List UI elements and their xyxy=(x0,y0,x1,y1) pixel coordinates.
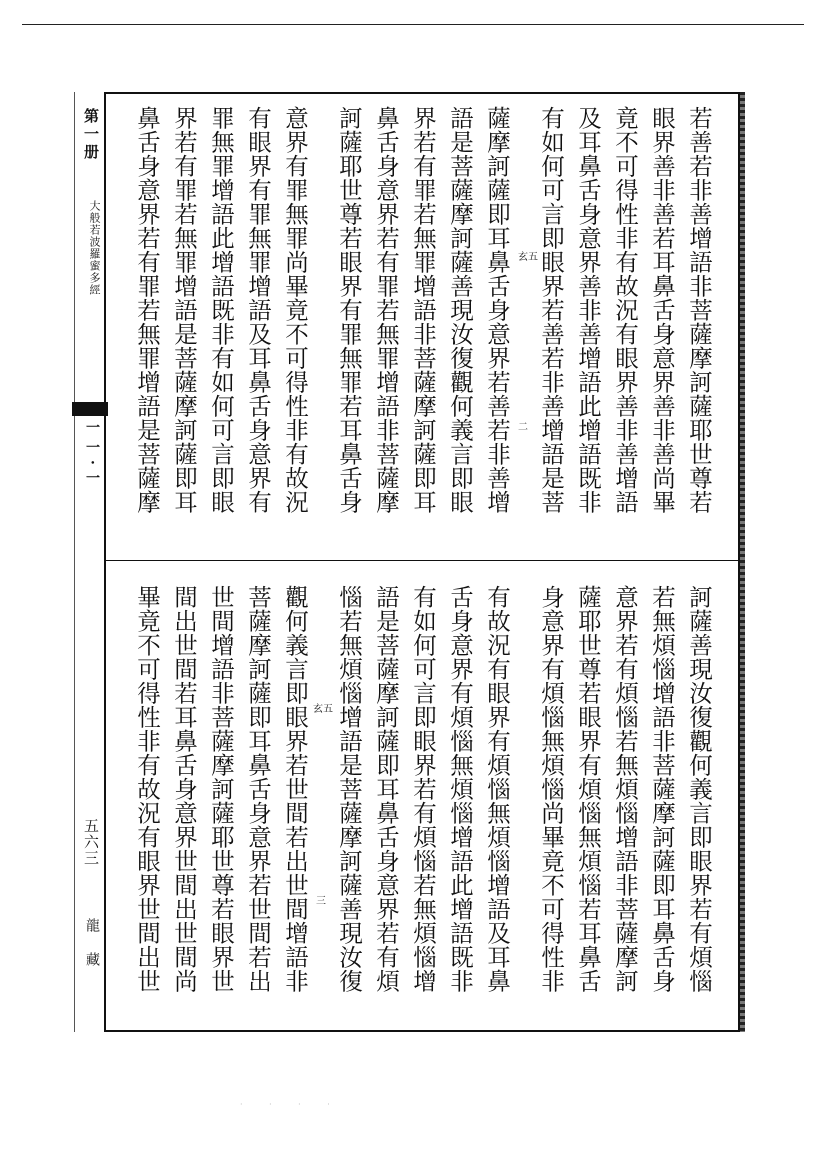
text-column: 訶薩善現汝復觀何義言即眼界若有煩惱 xyxy=(685,585,713,993)
text-column: 訶薩耶世尊若眼界有罪無罪若耳鼻舌身 xyxy=(335,106,363,514)
text-column: 觀何義言即眼界若世間若出世間增語非 xyxy=(281,585,309,993)
collection-label: 龍藏 xyxy=(84,918,100,986)
text-column: 菩薩摩訶薩即耳鼻舌身意界若世間若出 xyxy=(244,585,272,993)
fish-tail-mark xyxy=(72,402,108,416)
text-column: 鼻舌身意界若有罪若無罪增語非菩薩摩 xyxy=(372,106,400,514)
page-number: 五六三 xyxy=(82,818,100,866)
frame-middle xyxy=(104,560,740,561)
section-number: 一一·一 xyxy=(84,420,100,491)
text-column: 身意界有煩惱無煩惱尚畢竟不可得性非 xyxy=(537,585,565,993)
text-column: 界若有罪若無罪增語是菩薩摩訶薩即耳 xyxy=(170,106,198,514)
text-column: 若無煩惱增語非菩薩摩訶薩即耳鼻舌身 xyxy=(648,585,676,993)
text-column: 薩摩訶薩即耳鼻舌身意界若善若非善增 xyxy=(483,106,511,514)
text-column: 罪無罪增語此增語既非有如何可言即眼 xyxy=(207,106,235,514)
text-column: 眼界善非善若耳鼻舌身意界善非善尚畢 xyxy=(648,106,676,514)
text-column: 惱若無煩惱增語是菩薩摩訶薩善現汝復 xyxy=(335,585,363,993)
text-column: 舌身意界有煩惱無煩惱增語此增語既非 xyxy=(446,585,474,993)
text-column: 有故況有眼界有煩惱無煩惱增語及耳鼻 xyxy=(483,585,511,993)
text-column: 有如何可言即眼界若善若非善增語是菩 xyxy=(537,106,565,514)
frame-bottom xyxy=(104,1030,740,1032)
sutra-title: 大般若波羅蜜多經 xyxy=(88,200,101,296)
text-column: 語是菩薩摩訶薩即耳鼻舌身意界若有煩 xyxy=(372,585,400,993)
text-column: 間出世間若耳鼻舌身意界世間出世間尚 xyxy=(170,585,198,993)
text-column: 鼻舌身意界若有罪若無罪增語是菩薩摩 xyxy=(133,106,161,514)
interlinear-note: 玄五 xyxy=(518,252,538,263)
text-column: 世間增語非菩薩摩訶薩耶世尊若眼界世 xyxy=(207,585,235,993)
text-column: 及耳鼻舌身意界善非善增語此增語既非 xyxy=(574,106,602,514)
scan-edge xyxy=(740,92,745,1032)
frame-left xyxy=(104,92,106,1032)
text-column: 若善若非善增語非菩薩摩訶薩耶世尊若 xyxy=(685,106,713,514)
volume-label: 第一册 xyxy=(82,108,100,162)
text-column: 有眼界有罪無罪增語及耳鼻舌身意界有 xyxy=(244,106,272,514)
text-column: 有如何可言即眼界若有煩惱若無煩惱增 xyxy=(409,585,437,993)
text-column: 界若有罪若無罪增語非菩薩摩訶薩即耳 xyxy=(409,106,437,514)
text-column: 意界若有煩惱若無煩惱增語非菩薩摩訶 xyxy=(611,585,639,993)
text-column: 竟不可得性非有故況有眼界善非善增語 xyxy=(611,106,639,514)
text-column: 薩耶世尊若眼界有煩惱無煩惱若耳鼻舌 xyxy=(574,585,602,993)
scan-smudge: · · · · xyxy=(240,1100,342,1109)
text-column: 語是菩薩摩訶薩善現汝復觀何義言即眼 xyxy=(446,106,474,514)
margin-rule xyxy=(74,92,75,1032)
interlinear-note: 玄五 xyxy=(313,704,333,715)
interlinear-note: 三 xyxy=(316,896,326,907)
text-column: 意界有罪無罪尚畢竟不可得性非有故況 xyxy=(281,106,309,514)
interlinear-note: 二 xyxy=(518,422,528,433)
text-column: 畢竟不可得性非有故況有眼界世間出世 xyxy=(133,585,161,993)
frame-top xyxy=(104,92,740,94)
top-rule xyxy=(22,24,804,25)
